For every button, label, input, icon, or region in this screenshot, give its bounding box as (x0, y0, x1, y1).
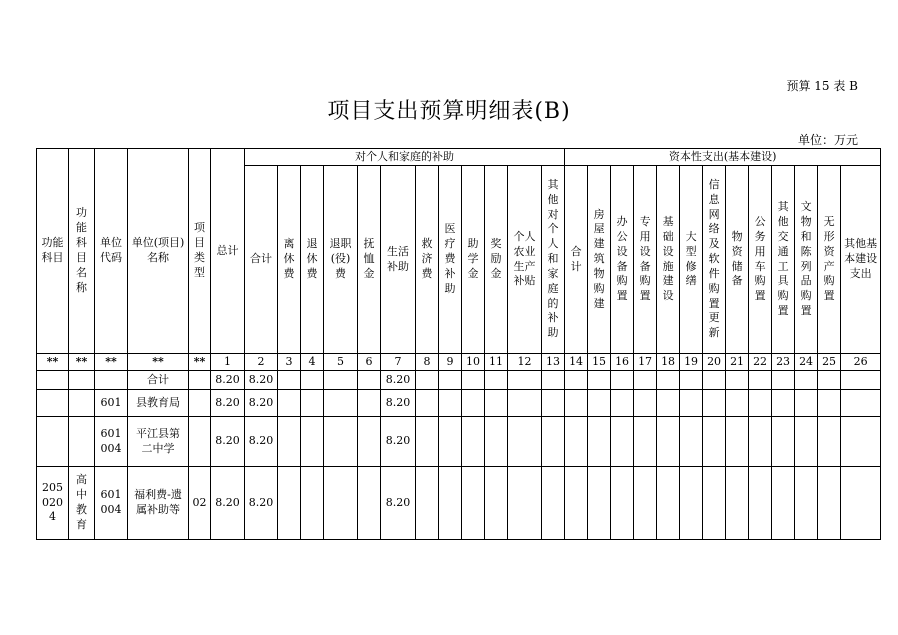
index-number: 14 (565, 354, 588, 371)
index-number: 4 (301, 354, 324, 371)
cell-living: 8.20 (381, 390, 416, 417)
header-col-5: 抚恤金 (358, 166, 381, 354)
table-row (37, 390, 881, 417)
header-total: 总计 (211, 149, 245, 354)
index-row (37, 354, 881, 371)
index-number: 10 (462, 354, 485, 371)
table-row (37, 467, 881, 540)
index-star: ** (37, 354, 69, 371)
index-number: 21 (726, 354, 749, 371)
header-col-25: 其他基本建设支出 (841, 166, 881, 354)
cell-func-code (37, 371, 69, 390)
header-col-10: 奖励金 (485, 166, 508, 354)
cell-func-code (37, 390, 69, 417)
header-col-20: 物资储备 (726, 166, 749, 354)
cell-func-name (69, 390, 95, 417)
index-number: 13 (542, 354, 565, 371)
index-number: 3 (278, 354, 301, 371)
index-number: 18 (657, 354, 680, 371)
header-col-14: 房屋建筑物购建 (588, 166, 611, 354)
cell-unit-name: 合计 (128, 371, 189, 390)
cell-total: 8.20 (211, 467, 245, 540)
cell-func-name (69, 417, 95, 467)
index-number: 26 (841, 354, 881, 371)
cell-func-code (37, 417, 69, 467)
index-number: 23 (772, 354, 795, 371)
cell-unit-name: 县教育局 (128, 390, 189, 417)
header-col-21: 公务用车购置 (749, 166, 772, 354)
index-number: 17 (634, 354, 657, 371)
header-unit-code: 单位代码 (95, 149, 128, 354)
header-func-code: 功能科目 (37, 149, 69, 354)
index-number: 22 (749, 354, 772, 371)
header-col-16: 专用设备购置 (634, 166, 657, 354)
header-col-7: 救济费 (416, 166, 439, 354)
cell-subtotal: 8.20 (245, 371, 278, 390)
index-number: 6 (358, 354, 381, 371)
cell-func-name: 高中教育 (69, 467, 95, 540)
header-func-name: 功能科目名称 (69, 149, 95, 354)
header-col-18: 大型修缮 (680, 166, 703, 354)
index-number: 24 (795, 354, 818, 371)
header-unit-name: 单位(项目)名称 (128, 149, 189, 354)
index-number: 9 (439, 354, 462, 371)
index-number: 7 (381, 354, 416, 371)
form-code: 预算 15 表 B (786, 79, 858, 93)
budget-table (36, 148, 881, 540)
header-col-19: 信息网络及软件购置更新 (703, 166, 726, 354)
table-row (37, 371, 881, 390)
cell-unit-code: 601 (95, 390, 128, 417)
header-col-15: 办公设备购置 (611, 166, 634, 354)
header-col-13: 合计 (565, 166, 588, 354)
unit-label: 单位：万元 (797, 133, 858, 147)
cell-unit-name: 平江县第二中学 (128, 417, 189, 467)
cell-func-name (69, 371, 95, 390)
index-number: 5 (324, 354, 358, 371)
cell-unit-code (95, 371, 128, 390)
cell-total: 8.20 (211, 417, 245, 467)
cell-subtotal: 8.20 (245, 467, 278, 540)
header-proj-type: 项目类型 (189, 149, 211, 354)
cell-proj-type (189, 390, 211, 417)
cell-subtotal: 8.20 (245, 390, 278, 417)
index-number: 2 (245, 354, 278, 371)
header-col-24: 无形资产购置 (818, 166, 841, 354)
header-col-6: 生活补助 (381, 166, 416, 354)
index-number: 25 (818, 354, 841, 371)
cell-total: 8.20 (211, 371, 245, 390)
cell-living: 8.20 (381, 371, 416, 390)
index-number: 16 (611, 354, 634, 371)
header-col-11: 个人农业生产补贴 (508, 166, 542, 354)
index-star: ** (189, 354, 211, 371)
index-star: ** (128, 354, 189, 371)
cell-proj-type: 02 (189, 467, 211, 540)
cell-unit-code: 601004 (95, 417, 128, 467)
header-col-17: 基础设施建设 (657, 166, 680, 354)
index-star: ** (95, 354, 128, 371)
header-col-8: 医疗费补助 (439, 166, 462, 354)
index-number: 12 (508, 354, 542, 371)
page-title: 项目支出预算明细表(B) (327, 99, 571, 124)
cell-unit-code: 601004 (95, 467, 128, 540)
index-number: 19 (680, 354, 703, 371)
header-col-3: 退休费 (301, 166, 324, 354)
cell-proj-type (189, 371, 211, 390)
cell-total: 8.20 (211, 390, 245, 417)
cell-living: 8.20 (381, 417, 416, 467)
cell-unit-name: 福利费-遗属补助等 (128, 467, 189, 540)
header-col-9: 助学金 (462, 166, 485, 354)
header-col-2: 离休费 (278, 166, 301, 354)
index-star: ** (69, 354, 95, 371)
cell-subtotal: 8.20 (245, 417, 278, 467)
index-number: 11 (485, 354, 508, 371)
cell-func-code: 2050204 (37, 467, 69, 540)
index-number: 1 (211, 354, 245, 371)
header-col-12: 其他对个人和家庭的补助 (542, 166, 565, 354)
index-number: 15 (588, 354, 611, 371)
cell-living: 8.20 (381, 467, 416, 540)
header-group-capital: 资本性支出(基本建设) (565, 149, 881, 166)
index-number: 20 (703, 354, 726, 371)
header-col-23: 文物和陈列品购置 (795, 166, 818, 354)
header-col-1: 合计 (245, 166, 278, 354)
header-col-4: 退职(役)费 (324, 166, 358, 354)
index-number: 8 (416, 354, 439, 371)
cell-proj-type (189, 417, 211, 467)
table-row (37, 417, 881, 467)
header-col-22: 其他交通工具购置 (772, 166, 795, 354)
header-group-personal: 对个人和家庭的补助 (245, 149, 565, 166)
